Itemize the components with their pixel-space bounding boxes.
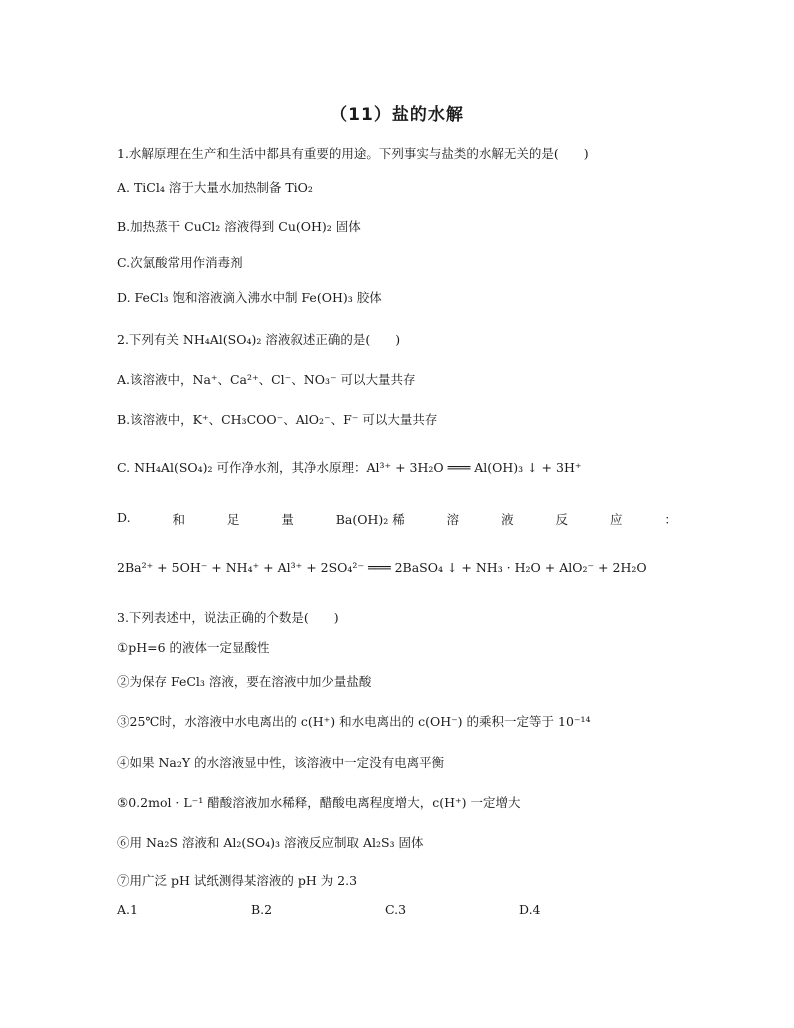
option-d-word: 量 (281, 512, 294, 527)
choice-b: B.2 (251, 902, 273, 917)
question-3-statement: ②为保存 FeCl₃ 溶液，要在溶液中加少量盐酸 (117, 674, 372, 689)
option-d-word: 应 (609, 512, 623, 527)
question-3-statement: ③25℃时，水溶液中水电离出的 c(H⁺) 和水电离出的 c(OH⁻) 的乘积一定等于 10⁻¹⁴ (117, 714, 591, 729)
question-3-statement: ⑥用 Na₂S 溶液和 Al₂(SO₄)₃ 溶液反应制取 Al₂S₃ 固体 (117, 835, 424, 850)
page-title: （11）盐的水解 (330, 105, 464, 125)
question-1-option-d: D. FeCl₃ 饱和溶液滴入沸水中制 Fe(OH)₃ 胶体 (117, 290, 382, 305)
question-1-stem: 1.水解原理在生产和生活中都具有重要的用途。下列事实与盐类的水解无关的是( ) (117, 146, 589, 161)
question-2-stem: 2.下列有关 NH₄Al(SO₄)₂ 溶液叙述正确的是( ) (117, 332, 401, 347)
option-d-word: ： (664, 512, 677, 527)
question-3-stem: 3.下列表述中，说法正确的个数是( ) (117, 610, 339, 625)
question-2-option-c: C. NH₄Al(SO₄)₂ 可作净水剂，其净水原理：Al³⁺ + 3H₂O ═══ Al(OH)₃ ↓ + 3H⁺ (117, 460, 582, 475)
question-2-option-a: A.该溶液中，Na⁺、Ca²⁺、Cl⁻、NO₃⁻ 可以大量共存 (117, 372, 416, 387)
question-3-statement: ①pH=6 的液体一定显酸性 (117, 640, 270, 655)
question-3-statement: ⑦用广泛 pH 试纸测得某溶液的 pH 为 2.3 (117, 873, 358, 888)
option-d-word: 反 (555, 512, 569, 527)
question-1-option-c: C.次氯酸常用作消毒剂 (117, 255, 243, 270)
option-d-word: 液 (501, 512, 514, 527)
question-1-option-a: A. TiCl₄ 溶于大量水加热制备 TiO₂ (117, 180, 313, 195)
question-2-option-b: B.该溶液中，K⁺、CH₃COO⁻、AlO₂⁻、F⁻ 可以大量共存 (117, 412, 438, 427)
choice-d: D.4 (519, 902, 541, 917)
option-d-word: 溶 (446, 512, 460, 527)
choice-c: C.3 (385, 902, 407, 917)
option-d-word: 和 (172, 512, 185, 527)
option-d-word: D. (117, 510, 131, 525)
choice-a: A.1 (117, 902, 138, 917)
option-d-word: Ba(OH)₂ 稀 (335, 512, 405, 527)
question-3-statement: ⑤0.2mol · L⁻¹ 醋酸溶液加水稀释，醋酸电离程度增大，c(H⁺) 一定增大 (117, 795, 521, 810)
option-d-word: 足 (226, 512, 240, 527)
question-3-statement: ④如果 Na₂Y 的水溶液显中性，该溶液中一定没有电离平衡 (117, 755, 445, 770)
question-1-option-b: B.加热蒸干 CuCl₂ 溶液得到 Cu(OH)₂ 固体 (117, 219, 361, 234)
question-2-option-d (117, 510, 677, 528)
question-2-option-d-equation: 2Ba²⁺ + 5OH⁻ + NH₄⁺ + Al³⁺ + 2SO₄²⁻ ═══ 2BaSO₄ ↓ + NH₃ · H₂O + AlO₂⁻ + 2H₂O (117, 560, 647, 575)
